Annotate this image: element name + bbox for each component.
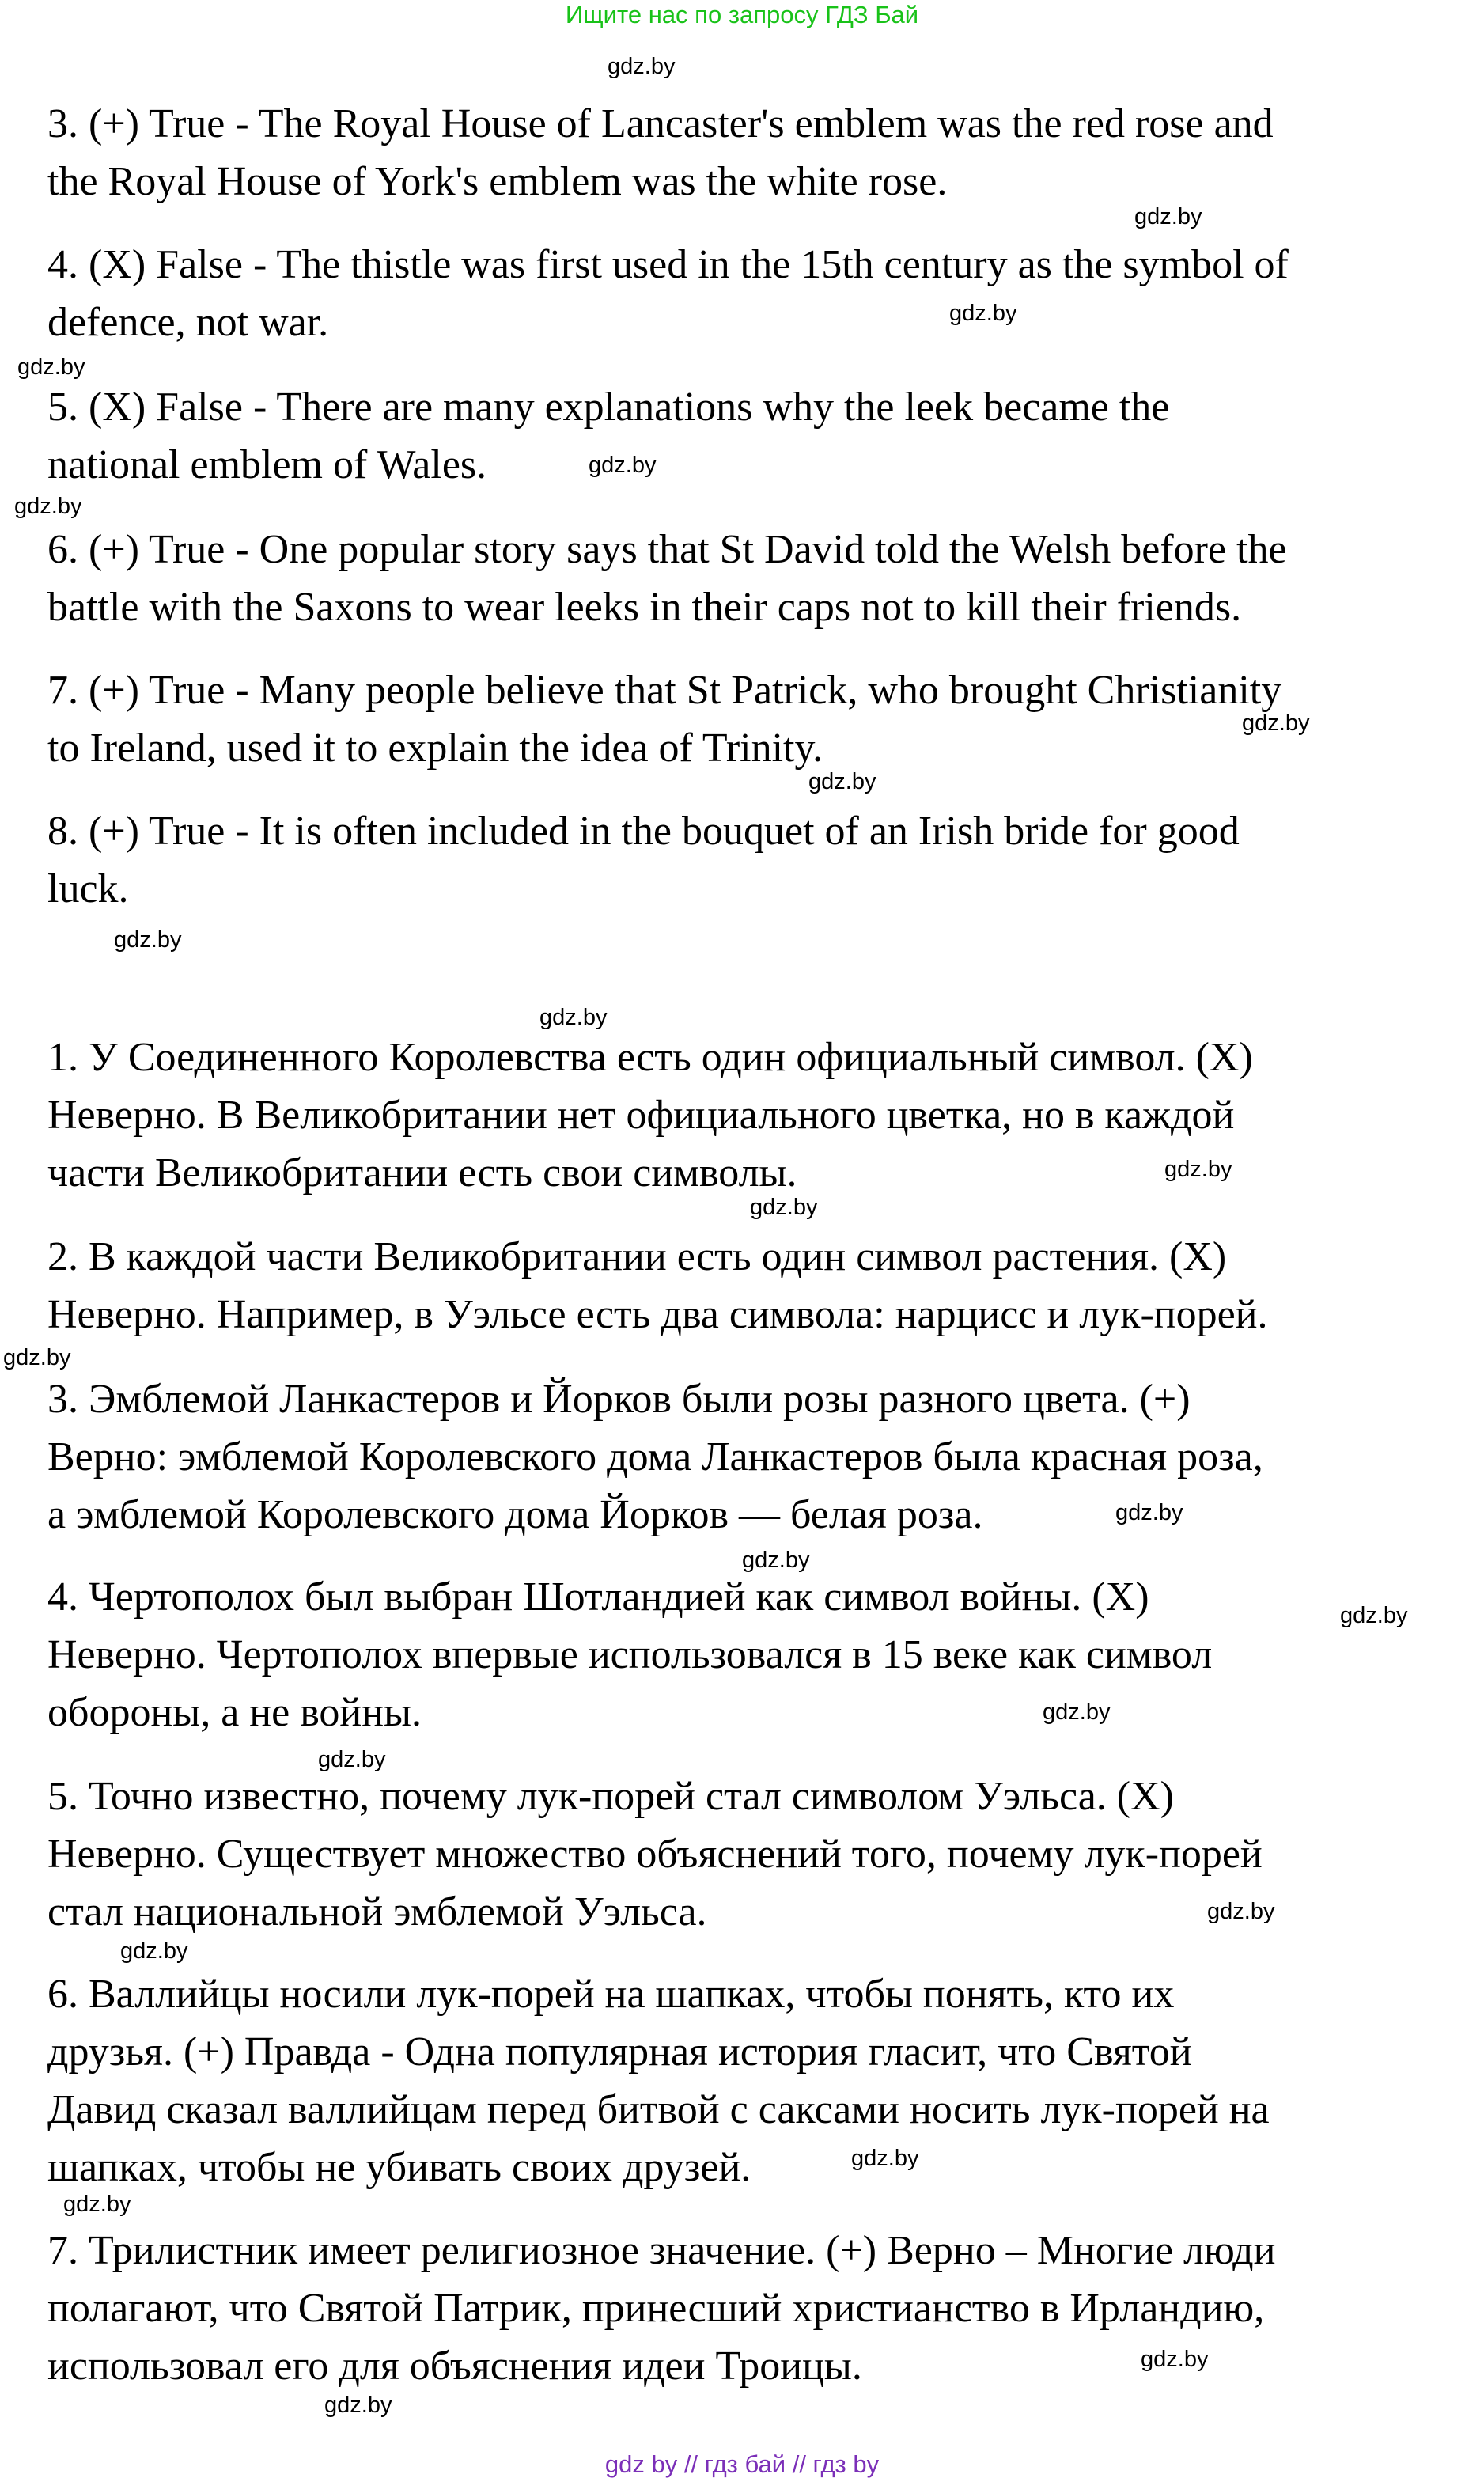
answer-line: 4. (X) False - The thistle was first used in the 15th century as the symbol of bbox=[47, 242, 1289, 287]
answer-ru-6 bbox=[47, 1965, 1463, 2196]
answer-line: Неверно. Например, в Уэльсе есть два символа: нарцисс и лук-порей. bbox=[47, 1292, 1268, 1337]
watermark: gdz.by bbox=[1242, 710, 1310, 736]
watermark: gdz.by bbox=[17, 354, 85, 380]
answer-line: 7. Трилистник имеет религиозное значение. (+) Верно – Многие люди bbox=[47, 2228, 1276, 2273]
answer-ru-2 bbox=[47, 1228, 1463, 1343]
watermark: gdz.by bbox=[949, 301, 1017, 326]
answer-line: использовал его для объяснения идеи Троицы. bbox=[47, 2343, 862, 2389]
answer-line: обороны, а не войны. bbox=[47, 1690, 422, 1735]
answer-ru-3 bbox=[47, 1370, 1463, 1544]
answer-line: 2. В каждой части Великобритании есть один символ растения. (X) bbox=[47, 1234, 1227, 1279]
answer-line: а эмблемой Королевского дома Йорков — белая роза. bbox=[47, 1492, 983, 1537]
answer-ru-7 bbox=[47, 2222, 1463, 2395]
answer-en-8 bbox=[47, 802, 1463, 918]
answer-line: Неверно. В Великобритании нет официального цветка, но в каждой bbox=[47, 1093, 1235, 1138]
watermark: gdz.by bbox=[63, 2192, 131, 2217]
watermark: gdz.by bbox=[808, 769, 876, 794]
answer-line: 1. У Соединенного Королевства есть один официальный символ. (X) bbox=[47, 1035, 1253, 1080]
watermark: gdz.by bbox=[1115, 1500, 1183, 1525]
footer-links[interactable]: gdz by // гдз бай // гдз by bbox=[604, 2450, 880, 2478]
answer-line: части Великобритании есть свои символы. bbox=[47, 1150, 797, 1195]
answer-line: to Ireland, used it to explain the idea of Trinity. bbox=[47, 726, 823, 771]
answer-en-5 bbox=[47, 378, 1463, 494]
answer-line: стал национальной эмблемой Уэльса. bbox=[47, 1889, 707, 1934]
watermark: gdz.by bbox=[324, 2393, 392, 2418]
watermark: gdz.by bbox=[120, 1938, 188, 1964]
answer-en-4 bbox=[47, 236, 1463, 351]
answer-line: battle with the Saxons to wear leeks in their caps not to kill their friends. bbox=[47, 585, 1242, 630]
answer-line: Давид сказал валлийцам перед битвой с саксами носить лук-порей на bbox=[47, 2087, 1270, 2132]
answer-line: defence, not war. bbox=[47, 300, 329, 345]
answer-line: Неверно. Существует множество объяснений того, почему лук-порей bbox=[47, 1832, 1263, 1877]
watermark: gdz.by bbox=[539, 1005, 608, 1030]
watermark: gdz.by bbox=[318, 1747, 386, 1772]
watermark: gdz.by bbox=[14, 494, 82, 519]
answer-line: 6. Валлийцы носили лук-порей на шапках, чтобы понять, кто их bbox=[47, 1972, 1175, 2017]
watermark: gdz.by bbox=[1134, 204, 1202, 229]
answer-ru-4 bbox=[47, 1568, 1463, 1741]
answer-line: 5. Точно известно, почему лук-порей стал символом Уэльса. (X) bbox=[47, 1774, 1174, 1819]
answer-line: Неверно. Чертополох впервые использовался в 15 веке как символ bbox=[47, 1632, 1213, 1677]
watermark: gdz.by bbox=[1340, 1603, 1408, 1628]
answer-line: the Royal House of York's emblem was the white rose. bbox=[47, 159, 948, 204]
watermark: gdz.by bbox=[589, 453, 657, 478]
answer-line: Верно: эмблемой Королевского дома Ланкастеров была красная роза, bbox=[47, 1434, 1263, 1480]
watermark: gdz.by bbox=[750, 1195, 818, 1220]
answer-line: national emblem of Wales. bbox=[47, 442, 487, 487]
watermark: gdz.by bbox=[1207, 1899, 1275, 1924]
watermark: gdz.by bbox=[1164, 1157, 1232, 1182]
watermark: gdz.by bbox=[851, 2146, 919, 2171]
answer-line: 4. Чертополох был выбран Шотландией как символ войны. (X) bbox=[47, 1574, 1149, 1620]
answer-line: 3. (+) True - The Royal House of Lancaster's emblem was the red rose and bbox=[47, 101, 1274, 146]
answer-line: 8. (+) True - It is often included in the bouquet of an Irish bride for good bbox=[47, 809, 1240, 854]
answer-en-3 bbox=[47, 95, 1463, 210]
watermark: gdz.by bbox=[608, 54, 676, 79]
answer-en-6 bbox=[47, 521, 1463, 636]
answer-line: 6. (+) True - One popular story says that St David told the Welsh before the bbox=[47, 527, 1287, 572]
header-search-link[interactable]: Ищите нас по запросу ГДЗ Бай bbox=[565, 1, 919, 28]
answer-line: шапках, чтобы не убивать своих друзей. bbox=[47, 2145, 751, 2190]
watermark: gdz.by bbox=[3, 1345, 71, 1370]
watermark: gdz.by bbox=[1043, 1699, 1111, 1725]
answer-line: luck. bbox=[47, 866, 129, 911]
answer-line: полагают, что Святой Патрик, принесший христианство в Ирландию, bbox=[47, 2286, 1265, 2331]
answer-line: 7. (+) True - Many people believe that St Patrick, who brought Christianity bbox=[47, 668, 1282, 713]
answer-ru-1 bbox=[47, 1029, 1463, 1202]
answer-line: 3. Эмблемой Ланкастеров и Йорков были розы разного цвета. (+) bbox=[47, 1377, 1191, 1422]
watermark: gdz.by bbox=[742, 1548, 810, 1573]
answer-line: друзья. (+) Правда - Одна популярная история гласит, что Святой bbox=[47, 2029, 1192, 2074]
watermark: gdz.by bbox=[114, 927, 182, 953]
watermark: gdz.by bbox=[1141, 2347, 1209, 2372]
answer-line: 5. (X) False - There are many explanations why the leek became the bbox=[47, 385, 1170, 430]
